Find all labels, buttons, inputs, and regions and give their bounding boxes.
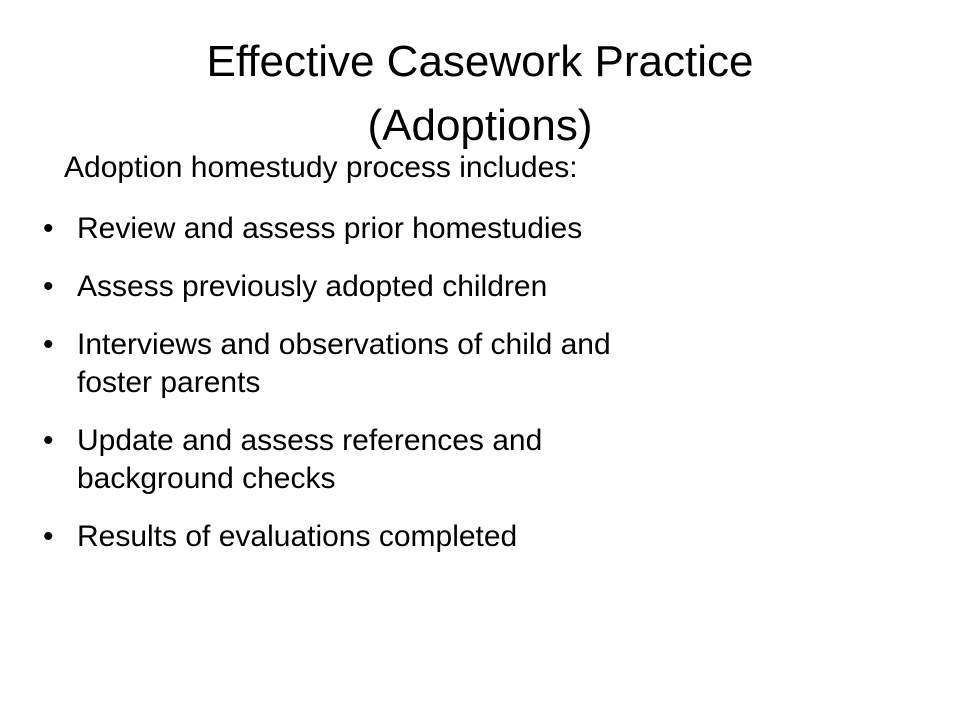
bullet-text: Assess previously adopted children: [77, 270, 548, 303]
slide-title: [60, 30, 900, 158]
bullet-text-line-2: foster parents: [77, 366, 261, 399]
bullet-text: Review and assess prior homestudies: [77, 212, 583, 245]
bullet-item-interviews-observations: [40, 326, 900, 402]
bullet-item-review-homestudies: [40, 210, 900, 248]
title-line-2: (Adoptions): [367, 101, 593, 150]
bullet-icon: •: [43, 212, 54, 245]
bullet-icon: •: [43, 520, 54, 553]
bullet-text-line-1: Update and assess references and: [77, 424, 543, 457]
bullet-icon: •: [43, 270, 54, 303]
bullet-item-evaluation-results: [40, 518, 900, 556]
bullet-item-references-background: [40, 422, 900, 498]
bullet-item-assess-adopted-children: [40, 268, 900, 306]
bullet-text-line-2: background checks: [77, 462, 336, 495]
bullet-list: [40, 210, 900, 576]
title-line-1: Effective Casework Practice: [206, 37, 754, 86]
bullet-icon: •: [43, 328, 54, 361]
bullet-text: Results of evaluations completed: [77, 520, 518, 553]
bullet-text-line-1: Interviews and observations of child and: [77, 328, 611, 361]
bullet-icon: •: [43, 424, 54, 457]
intro-text: Adoption homestudy process includes:: [64, 151, 578, 184]
